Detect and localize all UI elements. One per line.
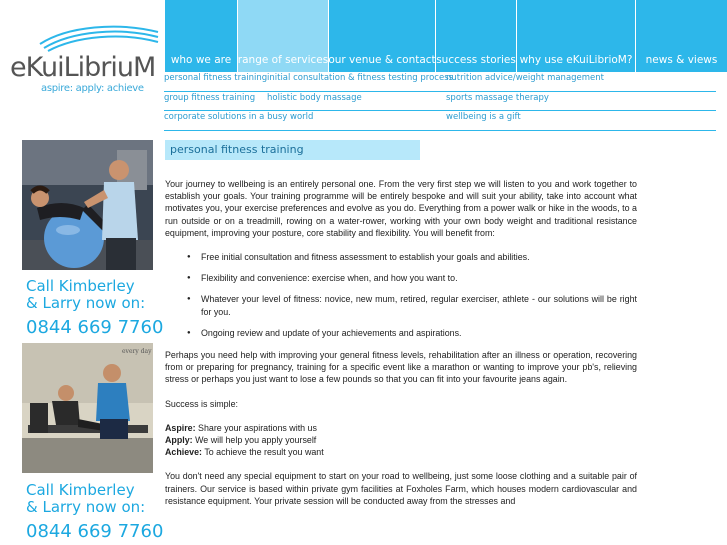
paragraph: Perhaps you need help with improving your general fitness levels, rehabilitation after an illness or operation, recovering from or preparing for pregnancy, training for a specific event like a marathon or wanting to improve your pb's, relieving stress or perhaps you just want to lose a few pounds so that you can fit into your favourite jeans again. — [165, 350, 637, 385]
call-callout — [26, 278, 163, 338]
nav-success-stories[interactable]: success stories — [436, 0, 517, 72]
main-navigation — [165, 0, 727, 72]
sub-nav-row — [164, 111, 716, 131]
swoosh-logo-icon — [38, 22, 160, 52]
main-content — [165, 178, 637, 507]
page-title-bar — [165, 140, 420, 160]
call-text: Call Kimberley — [26, 277, 135, 295]
step-apply — [165, 434, 637, 446]
step-text: We will help you apply yourself — [195, 435, 317, 446]
step-label: Apply: — [165, 435, 193, 446]
sub-nav-row — [164, 72, 716, 92]
nav-who-we-are[interactable]: who we are — [165, 0, 238, 72]
sub-navigation — [164, 72, 716, 131]
sub-nav-row — [164, 92, 716, 112]
subnav-personal-fitness-training[interactable]: personal fitness training — [164, 73, 268, 83]
list-item: ● Free initial consultation and fitness assessment to establish your goals and abilities. — [187, 251, 637, 263]
intro-paragraph: Your journey to wellbeing is an entirely personal one. From the very first step we will listen to you and work together to establish your goals. Your training programme will be entirely bespoke and will suit your ability, take into account what motivates you, your exercise preferences and evolve as you do. Everything from a power walk or hike in the woods, to a run outside or on a treadmill, rowing on a water-rower, working with your own body weight and traditional resistance equipment, improving your posture, core stability and flexibility. You will benefit from: — [165, 179, 637, 238]
call-text: Call Kimberley — [26, 481, 135, 499]
subnav-group-fitness-training[interactable]: group fitness training — [164, 92, 256, 103]
paragraph: You don't need any special equipment to start on your road to wellbeing, just some loose clothing and a suitable pair of trainers. Our service is based within private gym facilities at Foxholes Farm, which houses modern cardiovascular and resistance equipment. Your private session will be conducted away from the stresses and — [165, 471, 637, 506]
nav-why-use[interactable]: why use eKuiLibrioM? — [517, 0, 636, 72]
logo-wordmark: eKuiLibriuM — [10, 52, 156, 83]
call-text: & Larry now on: — [26, 294, 146, 312]
phone-number[interactable]: 0844 669 7760 — [26, 317, 164, 338]
subnav-initial-consultation[interactable]: initial consultation & fitness testing process — [267, 73, 454, 83]
benefits-list — [187, 251, 637, 339]
photo-caption: every day — [122, 348, 152, 355]
trainer-photo-rowing — [22, 343, 153, 473]
subnav-holistic-body-massage[interactable]: holistic body massage — [267, 92, 362, 103]
step-achieve — [165, 446, 637, 458]
success-intro: Success is simple: — [165, 398, 238, 409]
list-item: ● Flexibility and convenience: exercise when, and how you want to. — [187, 272, 637, 284]
subnav-nutrition-advice[interactable]: nutrition advice/weight management — [446, 73, 605, 83]
phone-number[interactable]: 0844 669 7760 — [26, 521, 164, 542]
trainer-photo-swiss-ball — [22, 140, 153, 270]
page-title: personal fitness training — [170, 143, 304, 156]
logo[interactable] — [0, 0, 164, 100]
step-aspire — [165, 422, 637, 434]
step-text: To achieve the result you want — [204, 447, 324, 458]
call-callout — [26, 482, 163, 542]
nav-range-of-services[interactable]: range of services — [238, 0, 329, 72]
nav-news-views[interactable]: news & views — [636, 0, 727, 72]
logo-tagline: aspire: apply: achieve — [41, 83, 144, 94]
step-label: Achieve: — [165, 447, 202, 458]
list-item: ● Whatever your level of fitness: novice, new mum, retired, regular exerciser, athlete - our solutions will be right for you. — [187, 293, 637, 317]
step-text: Share your aspirations with us — [198, 422, 317, 433]
subnav-sports-massage-therapy[interactable]: sports massage therapy — [446, 92, 549, 103]
nav-our-venue-contact[interactable]: our venue & contact — [329, 0, 436, 72]
list-item: ● Ongoing review and update of your achievements and aspirations. — [187, 327, 637, 339]
subnav-wellbeing-is-a-gift[interactable]: wellbeing is a gift — [446, 112, 521, 122]
subnav-corporate-solutions[interactable]: corporate solutions in a busy world — [164, 112, 314, 122]
step-label: Aspire: — [165, 422, 196, 433]
call-text: & Larry now on: — [26, 498, 146, 516]
